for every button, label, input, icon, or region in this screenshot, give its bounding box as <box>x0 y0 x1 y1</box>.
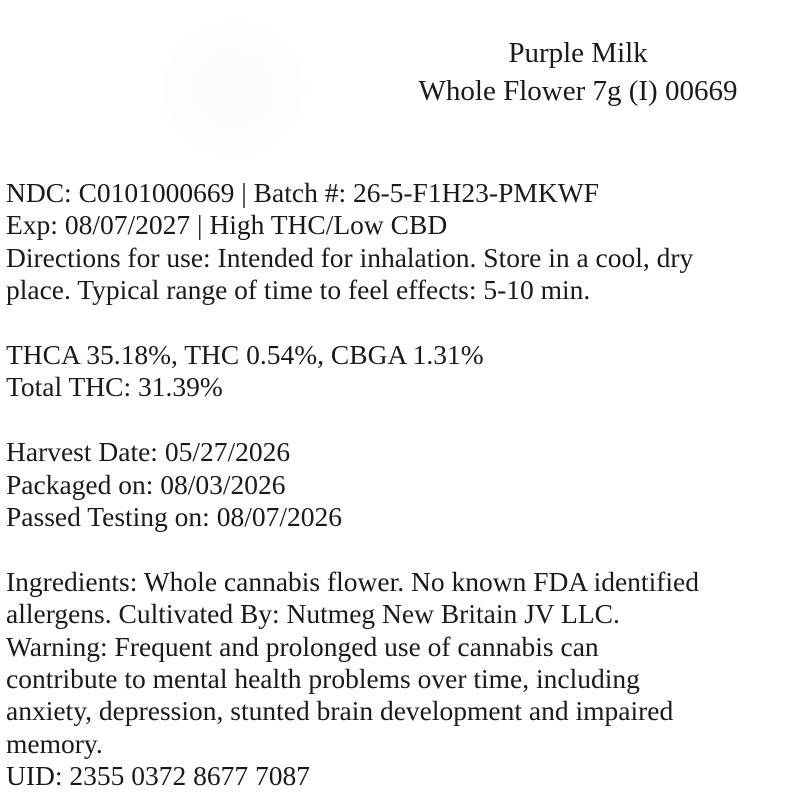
warning-line-3: anxiety, depression, stunted brain development and impaired <box>6 695 674 727</box>
harvest-date: Harvest Date: 05/27/2026 <box>6 436 291 468</box>
uid-line: UID: 2355 0372 8677 7087 <box>6 760 311 792</box>
spacer <box>6 404 788 436</box>
directions-line-1: Directions for use: Intended for inhalation. Store in a cool, dry <box>6 241 694 273</box>
spacer <box>6 533 788 565</box>
total-thc: Total THC: 31.39% <box>6 371 223 403</box>
spacer <box>6 307 788 339</box>
label-header <box>400 34 756 110</box>
expiration-line: Exp: 08/07/2027 | High THC/Low CBD <box>6 209 448 241</box>
warning-line-2: contribute to mental health problems over time, including <box>6 663 640 695</box>
packaged-date: Packaged on: 08/03/2026 <box>6 468 286 500</box>
warning-line-4: memory. <box>6 727 103 759</box>
ndc-batch-line: NDC: C0101000669 | Batch #: 26-5-F1H23-PMKWF <box>6 177 599 208</box>
brand-logo <box>160 22 306 156</box>
warning-line-1: Warning: Frequent and prolonged use of cannabis can <box>6 630 599 662</box>
testing-date: Passed Testing on: 08/07/2026 <box>6 501 342 533</box>
label-body <box>6 177 788 793</box>
cannabinoid-profile: THCA 35.18%, THC 0.54%, CBGA 1.31% <box>6 339 484 371</box>
directions-line-2: place. Typical range of time to feel effects: 5-10 min. <box>6 274 591 306</box>
ingredients-line-2: allergens. Cultivated By: Nutmeg New Britain JV LLC. <box>6 598 620 630</box>
product-name: Purple Milk <box>508 37 648 69</box>
ingredients-line-1: Ingredients: Whole cannabis flower. No known FDA identified <box>6 565 699 597</box>
product-subtitle: Whole Flower 7g (I) 00669 <box>418 75 738 107</box>
